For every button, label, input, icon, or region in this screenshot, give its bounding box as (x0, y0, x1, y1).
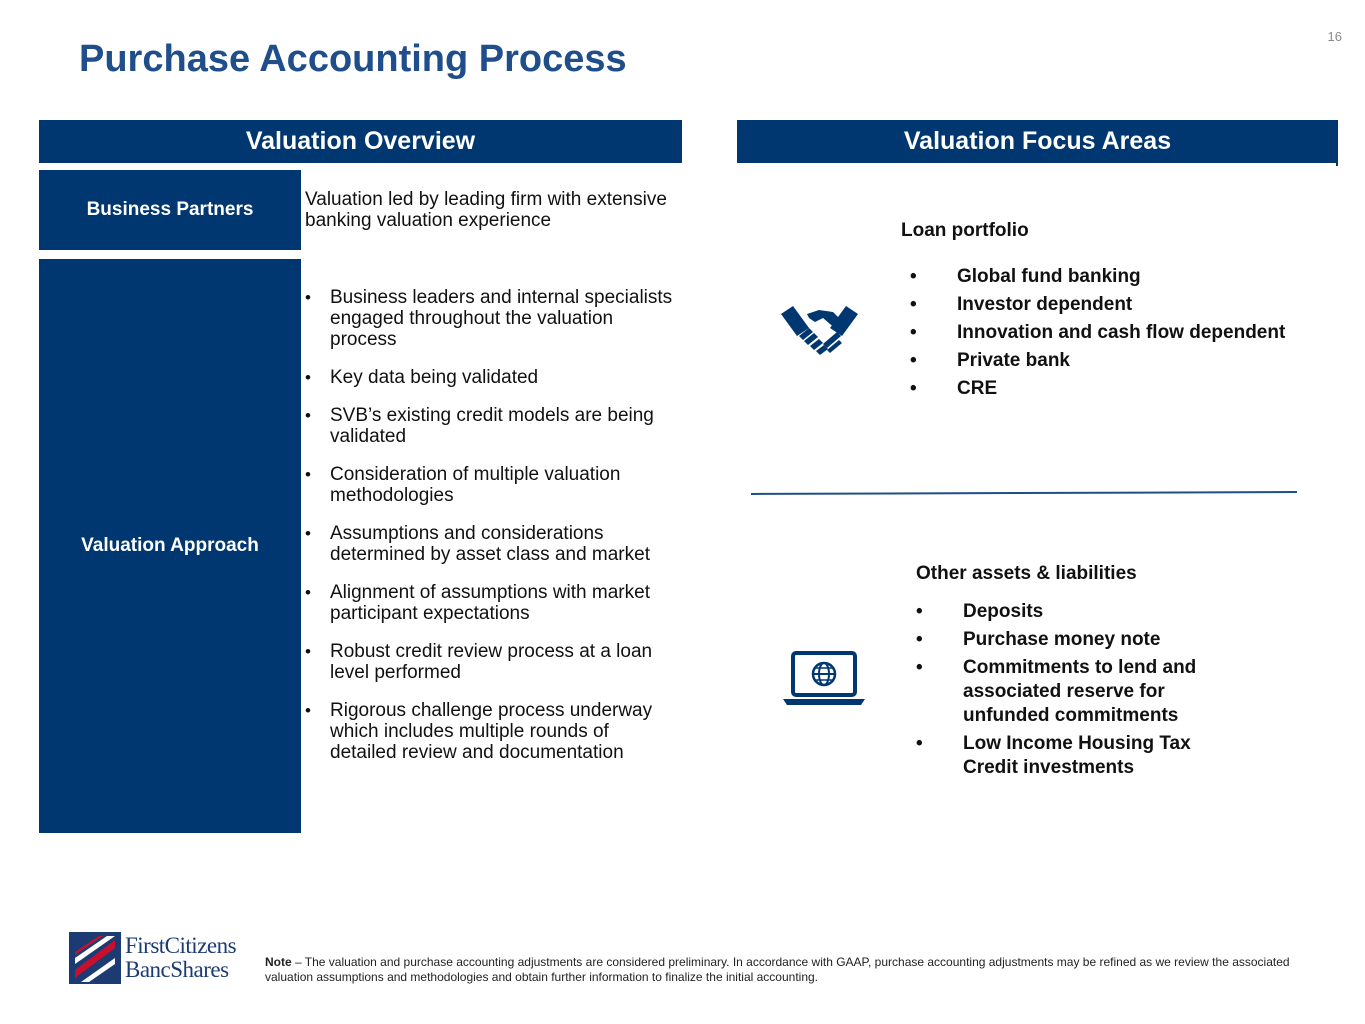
list-item: • Innovation and cash flow dependent (910, 321, 1340, 345)
other-assets-list (916, 600, 1246, 784)
footnote (265, 955, 1325, 985)
loan-portfolio-heading: Loan portfolio (901, 220, 1029, 241)
loan-portfolio-list (910, 265, 1340, 405)
list-item: • CRE (910, 377, 1340, 401)
footnote-label: Note (265, 955, 292, 969)
list-item: • Rigorous challenge process underway which includes multiple rounds of detailed review and documentation (305, 700, 680, 763)
list-item: • Alignment of assumptions with market participant expectations (305, 582, 680, 624)
list-item: • Key data being validated (305, 367, 680, 388)
business-partners-text: Valuation led by leading firm with extensive banking valuation experience (305, 189, 667, 231)
list-item: • SVB’s existing credit models are being validated (305, 405, 680, 447)
valuation-overview-header: Valuation Overview (39, 120, 682, 163)
logo-line-1: FirstCitizens (125, 933, 237, 958)
business-partners-label: Business Partners (39, 170, 301, 250)
valuation-approach-label: Valuation Approach (39, 259, 301, 833)
list-item: • Global fund banking (910, 265, 1340, 289)
flag-icon (69, 930, 121, 986)
list-item: • Business leaders and internal specialists engaged throughout the valuation process (305, 287, 680, 350)
list-item: • Robust credit review process at a loan level performed (305, 641, 680, 683)
first-citizens-logo (69, 930, 259, 986)
list-item: • Investor dependent (910, 293, 1340, 317)
valuation-approach-list (305, 287, 680, 780)
handshake-icon (779, 300, 860, 360)
header-edge-rule (1336, 120, 1338, 166)
laptop-globe-icon (781, 650, 867, 708)
list-item: • Low Income Housing Tax Credit investments (916, 732, 1246, 780)
other-assets-heading: Other assets & liabilities (916, 563, 1137, 584)
valuation-focus-areas-header: Valuation Focus Areas (737, 120, 1338, 163)
list-item: • Assumptions and considerations determined by asset class and market (305, 523, 680, 565)
page-number: 16 (1327, 29, 1342, 44)
list-item: • Private bank (910, 349, 1340, 373)
list-item: • Deposits (916, 600, 1246, 624)
list-item: • Consideration of multiple valuation methodologies (305, 464, 680, 506)
list-item: • Purchase money note (916, 628, 1246, 652)
list-item: • Commitments to lend and associated reserve for unfunded commitments (916, 656, 1246, 728)
section-divider (751, 491, 1297, 495)
page-title: Purchase Accounting Process (79, 38, 627, 80)
footnote-text: – The valuation and purchase accounting adjustments are considered preliminary. In accordance with GAAP, purchase accounting adjustments may be refined as we review the associated valuation assumptions and methodologies and obtain further information to finalize the initial accounting. (265, 955, 1290, 984)
logo-line-2: BancShares (125, 957, 229, 982)
